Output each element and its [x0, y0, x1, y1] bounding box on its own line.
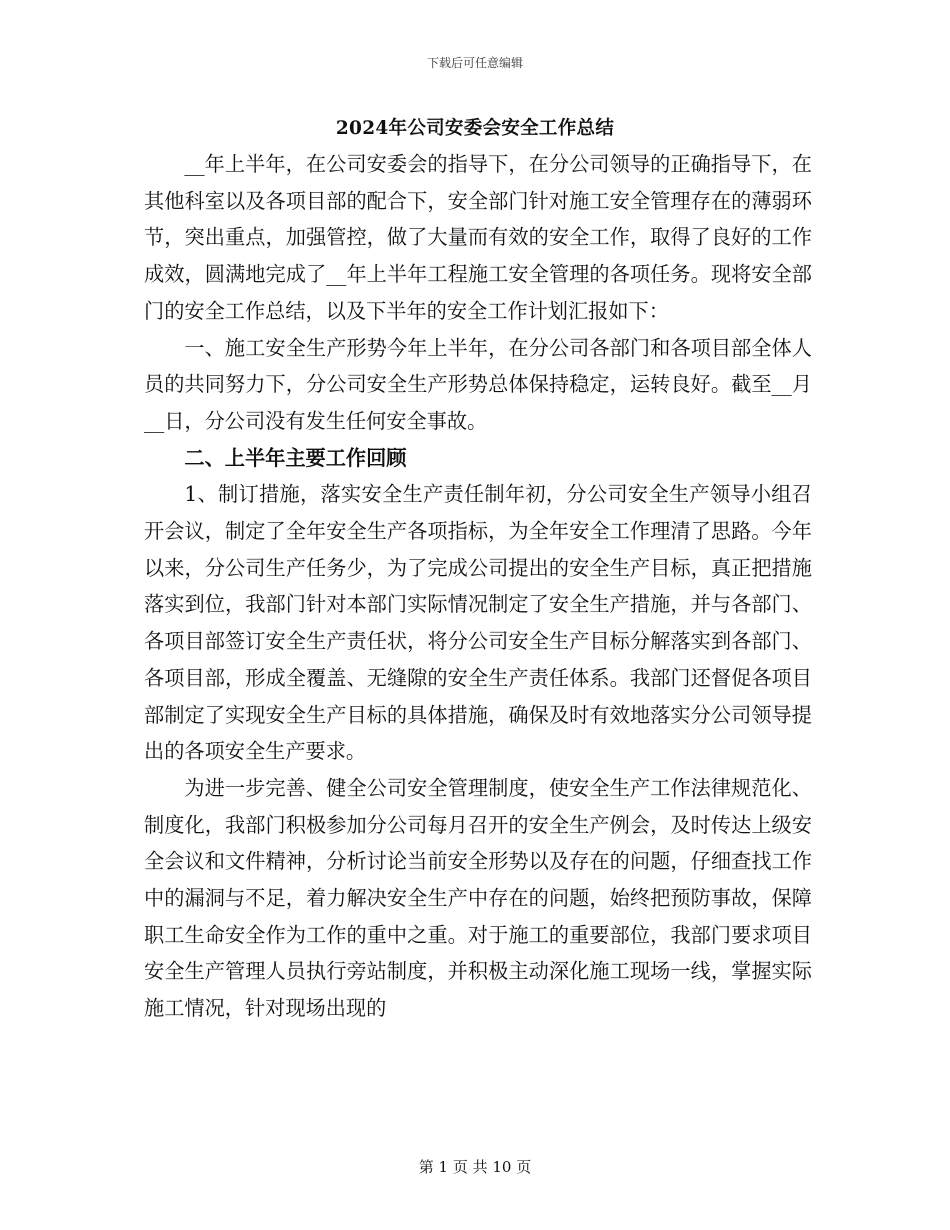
section-heading-review: 二、上半年主要工作回顾 [184, 445, 407, 470]
page-header-note: 下载后可任意编辑 [426, 56, 523, 70]
paragraph-safety-situation: 一、施工安全生产形势今年上半年，在分公司各部门和各项目部全体人员的共同努力下，分公司安全生产形势总体保持稳定，运转良好。截至__月__日，分公司没有发生任何安全事故。 [144, 335, 812, 433]
document-body [144, 146, 812, 1027]
page-number: 第 1 页 共 10 页 [418, 1158, 532, 1176]
paragraph-measures: 1、制订措施，落实安全生产责任制年初，分公司安全生产领导小组召开会议，制定了全年安全生产各项指标，为全年安全工作理清了思路。今年以来，分公司生产任务少，为了完成公司提出的安全生产目标，真正把措施落实到位，我部门针对本部门实际情况制定了安全生产措施，并与各部门、各项目部签订安全生产责任状，将分公司安全生产目标分解落实到各部门、各项目部，形成全覆盖、无缝隙的安全生产责任体系。我部门还督促各项目部制定了实现安全生产目标的具体措施，确保及时有效地落实分公司领导提出的各项安全生产要求。 [144, 482, 812, 764]
document-title: 2024年公司安委会安全工作总结 [335, 118, 615, 139]
paragraph-management-system: 为进一步完善、健全公司安全管理制度，使安全生产工作法律规范化、制度化，我部门积极参加分公司每月召开的安全生产例会，及时传达上级安全会议和文件精神，分析讨论当前安全形势以及存在的问题，仔细查找工作中的漏洞与不足，着力解决安全生产中存在的问题，始终把预防事故，保障职工生命安全作为工作的重中之重。对于施工的重要部位，我部门要求项目安全生产管理人员执行旁站制度，并积极主动深化施工现场一线，掌握实际施工情况，针对现场出现的 [144, 775, 812, 1021]
paragraph-intro: __年上半年，在公司安委会的指导下，在分公司领导的正确指导下，在其他科室以及各项目部的配合下，安全部门针对施工安全管理存在的薄弱环节，突出重点，加强管控，做了大量而有效的安全工作，取得了良好的工作成效，圆满地完成了__年上半年工程施工安全管理的各项任务。现将安全部门的安全工作总结，以及下半年的安全工作计划汇报如下： [144, 152, 812, 323]
